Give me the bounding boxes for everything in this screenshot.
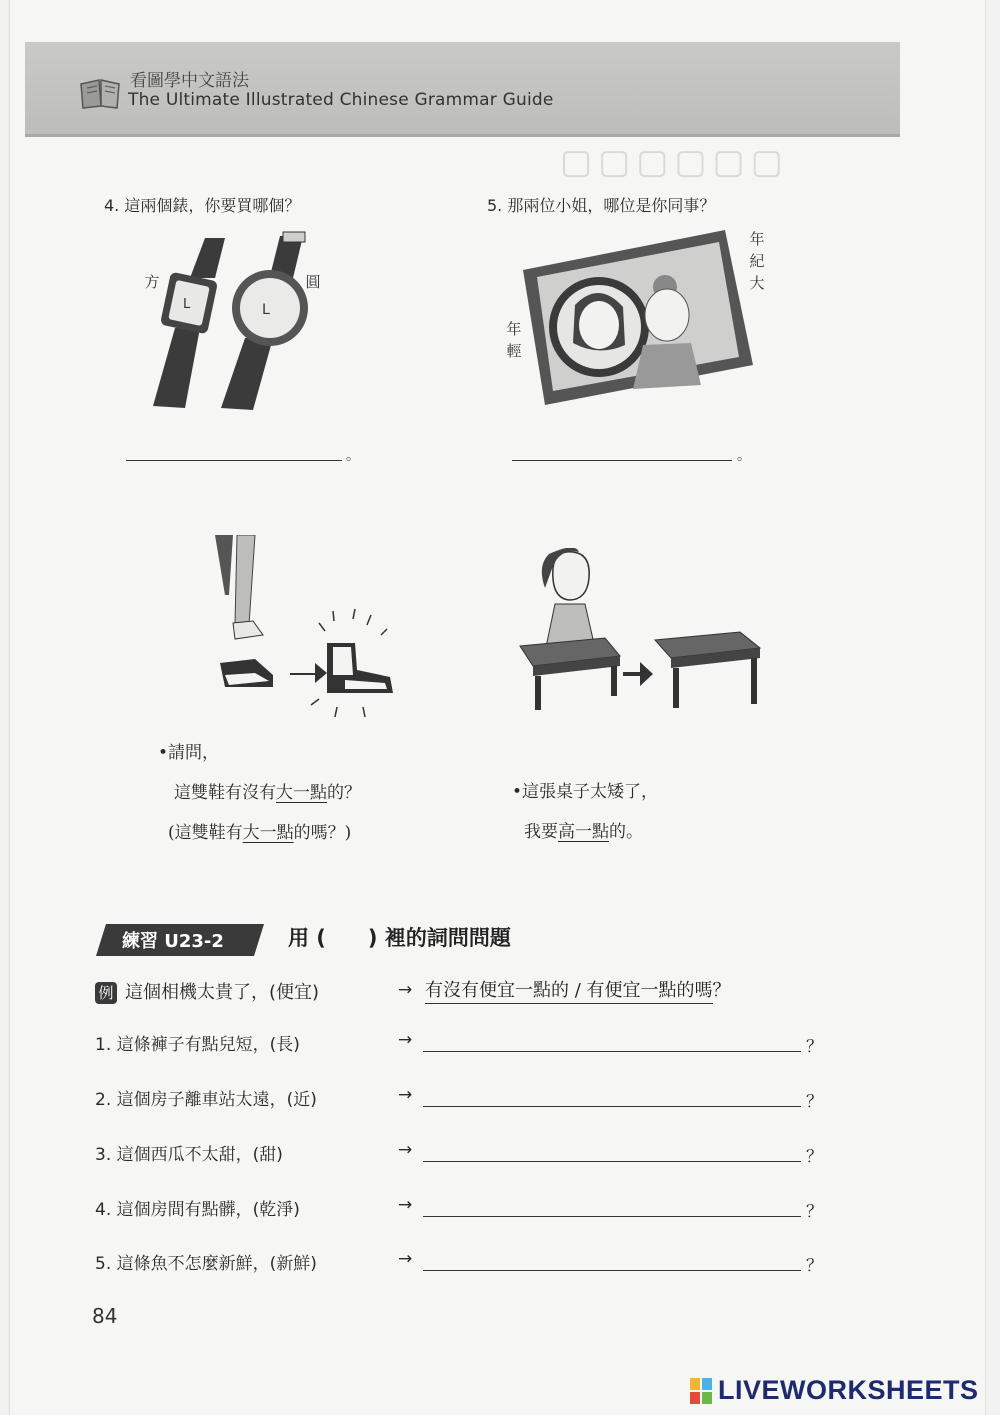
example-prompt: 這個相機太貴了，(便宜) bbox=[125, 982, 320, 1003]
header-zh-title: 看圖學中文語法 bbox=[130, 71, 249, 91]
liveworksheets-logo: LIVEWORKSHEETS bbox=[718, 1375, 979, 1405]
label-older: 年紀大 bbox=[749, 230, 765, 292]
book-icon bbox=[79, 76, 123, 110]
header-en-title: The Ultimate Illustrated Chinese Grammar Guide bbox=[128, 90, 554, 110]
example-arrow: → bbox=[398, 980, 413, 1000]
svg-text:L: L bbox=[262, 302, 270, 318]
practice-badge-text: 練習 U23-2 bbox=[122, 931, 224, 952]
arrow-2: → bbox=[398, 1085, 413, 1105]
question-4: 4. 這兩個錶，你要買哪個？ bbox=[104, 196, 301, 215]
question-5: 5. 那兩位小姐，哪位是你同事？ bbox=[487, 196, 716, 215]
example-badge: 例 bbox=[95, 982, 117, 1004]
arrow-3: → bbox=[398, 1140, 413, 1160]
label-square: 方 bbox=[144, 273, 160, 291]
svg-text:L: L bbox=[183, 297, 191, 312]
question-mark-5: ？ bbox=[806, 1256, 823, 1276]
question-mark-1: ？ bbox=[806, 1037, 823, 1057]
shoes-line-3 bbox=[158, 813, 361, 853]
practice-title: 用 ( ) 裡的詞問問題 bbox=[288, 926, 511, 950]
question-mark-2: ？ bbox=[806, 1092, 823, 1112]
label-younger: 年輕 bbox=[506, 320, 522, 360]
answer-line-5[interactable] bbox=[423, 1270, 801, 1271]
arrow-5: → bbox=[398, 1249, 413, 1269]
shoes-sentence bbox=[158, 733, 361, 853]
answer-line-1[interactable] bbox=[423, 1051, 801, 1052]
photo-frame-illustration bbox=[515, 225, 755, 410]
shoes-line-3-post: 的嗎？) bbox=[293, 823, 352, 843]
shoes-line-1: •請問， bbox=[158, 743, 220, 763]
example-answer-text: 有沒有便宜一點的 / 有便宜一點的嗎 bbox=[425, 980, 713, 1004]
table-line-2-pre: 我要 bbox=[524, 822, 558, 842]
answer-line-q4[interactable] bbox=[126, 460, 342, 461]
example-answer bbox=[425, 976, 731, 1002]
tables-illustration bbox=[515, 548, 770, 718]
watches-illustration bbox=[145, 228, 315, 418]
answer-line-4[interactable] bbox=[423, 1216, 801, 1217]
practice-banner bbox=[96, 922, 264, 958]
answer-line-2[interactable] bbox=[423, 1106, 801, 1107]
example-question-mark: ？ bbox=[712, 980, 731, 1001]
shoes-line-2-post: 的？ bbox=[327, 783, 361, 803]
practice-item-3: 3. 這個西瓜不太甜，(甜) bbox=[95, 1145, 283, 1165]
period-q5: 。 bbox=[737, 448, 751, 464]
shoes-illustration bbox=[215, 535, 405, 725]
example-row bbox=[95, 978, 319, 1004]
table-sentence bbox=[512, 772, 658, 852]
shoes-line-3-pre: (這雙鞋有 bbox=[168, 823, 243, 843]
shoes-line-2 bbox=[158, 773, 361, 813]
table-line-1: •這張桌子太矮了， bbox=[512, 782, 659, 802]
arrow-4: → bbox=[398, 1195, 413, 1215]
table-line-2-post: 的。 bbox=[609, 822, 643, 842]
practice-item-1: 1. 這條褲子有點兒短，(長) bbox=[95, 1035, 300, 1055]
table-line-2 bbox=[512, 812, 658, 852]
table-line-2-underlined: 高一點 bbox=[558, 822, 609, 842]
shoes-line-2-underlined: 大一點 bbox=[276, 783, 327, 803]
practice-item-2: 2. 這個房子離車站太遠，(近) bbox=[95, 1090, 317, 1110]
question-mark-4: ？ bbox=[806, 1202, 823, 1222]
bleedthrough-title: ▢▢▢▢▢▢ bbox=[560, 142, 789, 182]
page-number: 84 bbox=[92, 1304, 118, 1328]
practice-item-5: 5. 這條魚不怎麼新鮮，(新鮮) bbox=[95, 1254, 317, 1274]
shoes-line-3-underlined: 大一點 bbox=[242, 823, 294, 843]
label-round: 圓 bbox=[305, 273, 321, 291]
arrow-1: → bbox=[398, 1030, 413, 1050]
answer-line-q5[interactable] bbox=[512, 460, 732, 461]
shoes-line-2-pre: 這雙鞋有沒有 bbox=[174, 783, 276, 803]
liveworksheets-logo-icon bbox=[690, 1378, 712, 1404]
period-q4: 。 bbox=[346, 448, 360, 464]
practice-item-4: 4. 這個房間有點髒，(乾淨) bbox=[95, 1200, 300, 1220]
answer-line-3[interactable] bbox=[423, 1161, 801, 1162]
question-mark-3: ？ bbox=[806, 1147, 823, 1167]
